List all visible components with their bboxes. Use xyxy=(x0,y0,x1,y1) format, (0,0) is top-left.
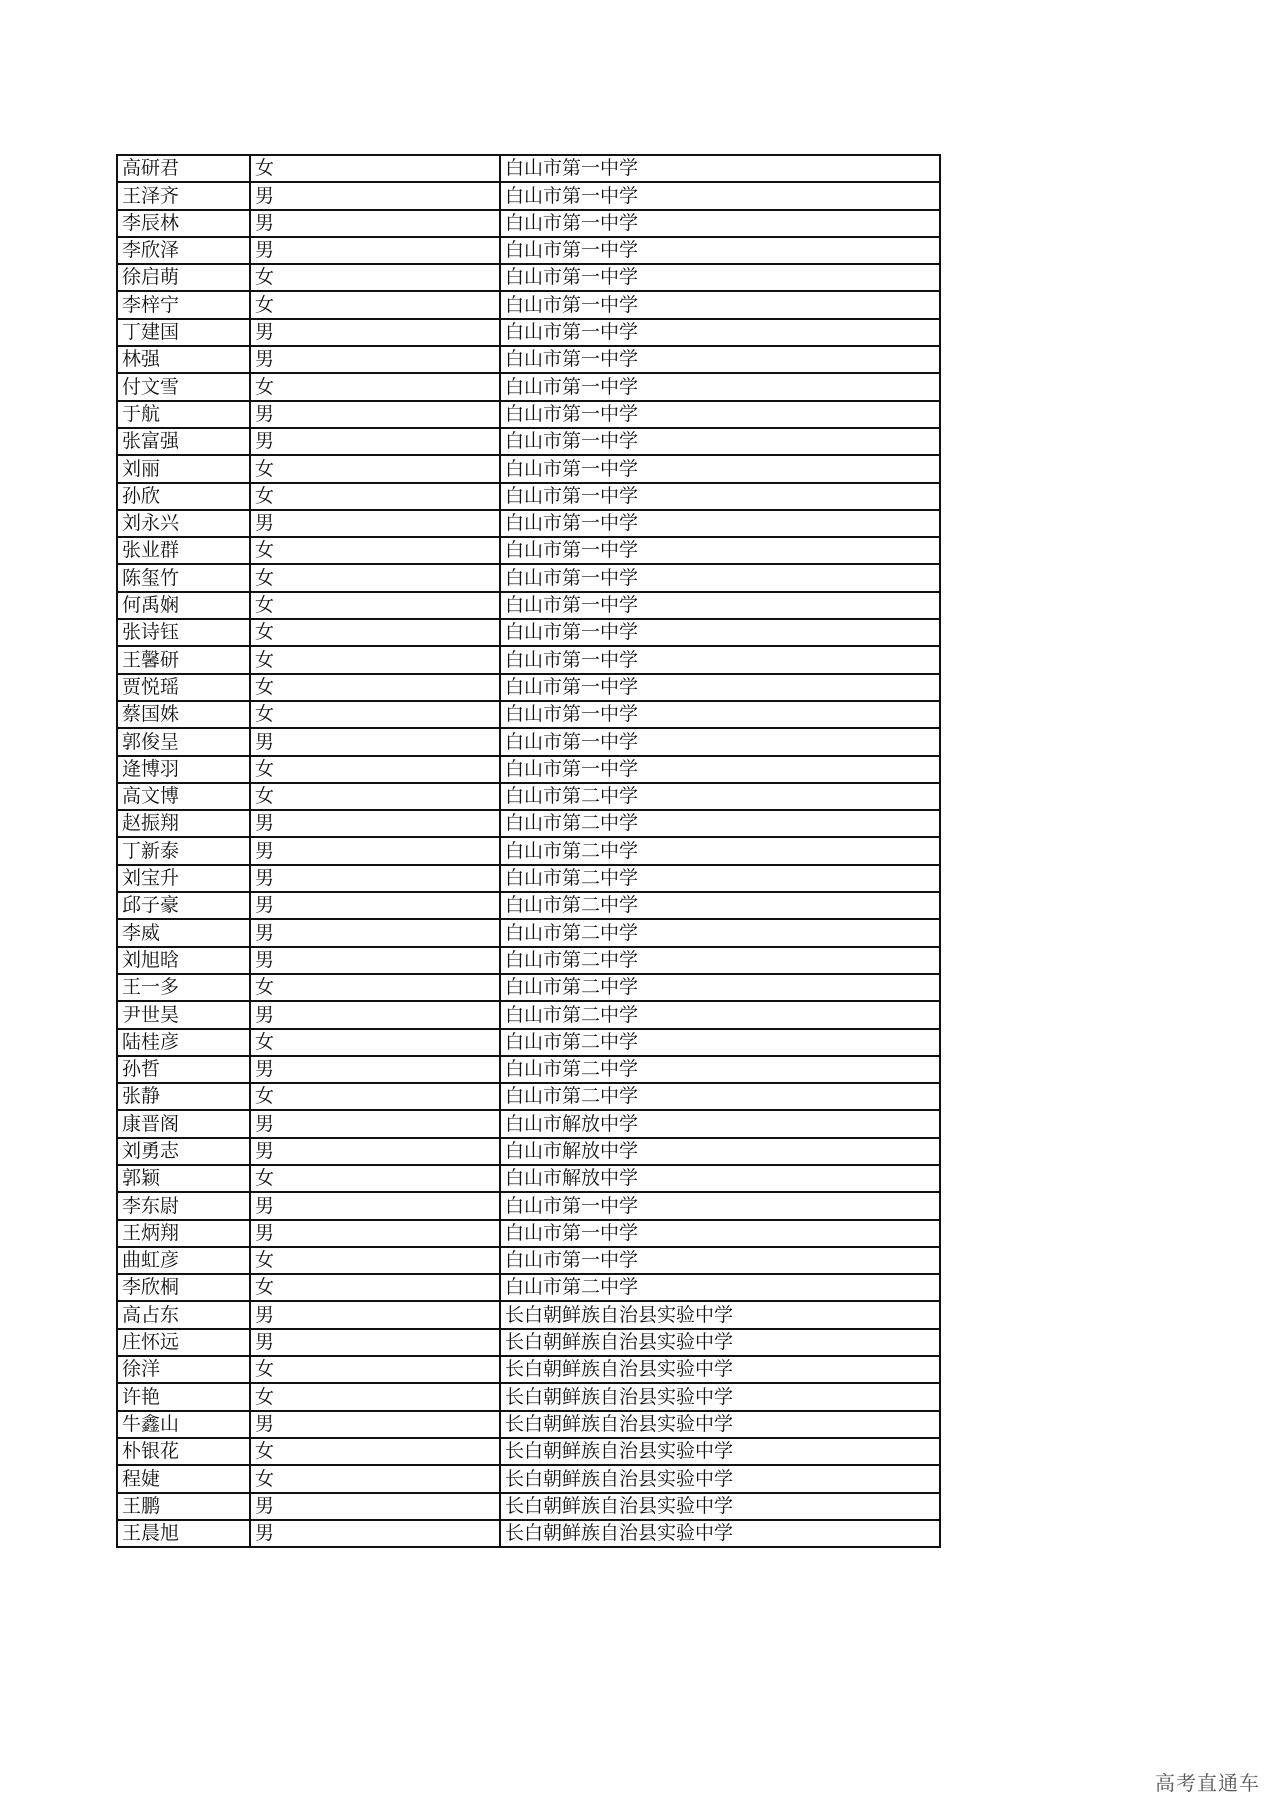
gender-cell: 男 xyxy=(250,1411,500,1438)
gender-cell: 女 xyxy=(250,455,500,482)
gender-cell: 女 xyxy=(250,155,500,182)
school-cell: 白山市第二中学 xyxy=(500,1029,940,1056)
student-name-cell: 陈玺竹 xyxy=(117,564,250,591)
student-name-cell: 刘勇志 xyxy=(117,1138,250,1165)
table-row xyxy=(117,182,940,209)
table-row xyxy=(117,674,940,701)
gender-cell: 女 xyxy=(250,1438,500,1465)
student-name-cell: 李辰林 xyxy=(117,210,250,237)
student-name-cell: 邱子豪 xyxy=(117,892,250,919)
table-row xyxy=(117,1029,940,1056)
table-row xyxy=(117,592,940,619)
table-row xyxy=(117,1138,940,1165)
gender-cell: 男 xyxy=(250,947,500,974)
student-name-cell: 高研君 xyxy=(117,155,250,182)
gender-cell: 女 xyxy=(250,783,500,810)
student-name-cell: 孙哲 xyxy=(117,1056,250,1083)
table-row xyxy=(117,1465,940,1492)
gender-cell: 女 xyxy=(250,1356,500,1383)
table-row xyxy=(117,947,940,974)
student-name-cell: 曲虹彦 xyxy=(117,1247,250,1274)
table-row xyxy=(117,701,940,728)
school-cell: 白山市第一中学 xyxy=(500,155,940,182)
gender-cell: 男 xyxy=(250,319,500,346)
school-cell: 长白朝鲜族自治县实验中学 xyxy=(500,1520,940,1547)
gender-cell: 男 xyxy=(250,1056,500,1083)
student-name-cell: 王馨研 xyxy=(117,646,250,673)
table-row xyxy=(117,865,940,892)
table-row xyxy=(117,1493,940,1520)
gender-cell: 男 xyxy=(250,810,500,837)
student-name-cell: 李梓宁 xyxy=(117,291,250,318)
school-cell: 白山市第二中学 xyxy=(500,919,940,946)
gender-cell: 男 xyxy=(250,728,500,755)
table-row xyxy=(117,401,940,428)
gender-cell: 男 xyxy=(250,428,500,455)
student-name-cell: 郭颖 xyxy=(117,1165,250,1192)
student-name-cell: 赵振翔 xyxy=(117,810,250,837)
table-row xyxy=(117,291,940,318)
table-row xyxy=(117,346,940,373)
student-name-cell: 付文雪 xyxy=(117,373,250,400)
school-cell: 长白朝鲜族自治县实验中学 xyxy=(500,1329,940,1356)
gender-cell: 男 xyxy=(250,1301,500,1328)
gender-cell: 男 xyxy=(250,401,500,428)
student-name-cell: 于航 xyxy=(117,401,250,428)
gender-cell: 女 xyxy=(250,646,500,673)
school-cell: 白山市第一中学 xyxy=(500,264,940,291)
school-cell: 白山市第一中学 xyxy=(500,483,940,510)
gender-cell: 男 xyxy=(250,1493,500,1520)
school-cell: 白山市第二中学 xyxy=(500,1083,940,1110)
gender-cell: 男 xyxy=(250,865,500,892)
gender-cell: 女 xyxy=(250,373,500,400)
school-cell: 白山市第一中学 xyxy=(500,701,940,728)
school-cell: 白山市解放中学 xyxy=(500,1165,940,1192)
table-row xyxy=(117,155,940,182)
student-name-cell: 王鹏 xyxy=(117,1493,250,1520)
school-cell: 白山市第一中学 xyxy=(500,1220,940,1247)
table-row xyxy=(117,237,940,264)
table-row xyxy=(117,1520,940,1547)
school-cell: 白山市第二中学 xyxy=(500,865,940,892)
school-cell: 白山市第一中学 xyxy=(500,346,940,373)
student-name-cell: 庄怀远 xyxy=(117,1329,250,1356)
student-name-cell: 李欣桐 xyxy=(117,1274,250,1301)
school-cell: 白山市第一中学 xyxy=(500,291,940,318)
student-name-cell: 徐洋 xyxy=(117,1356,250,1383)
student-name-cell: 高占东 xyxy=(117,1301,250,1328)
table-row xyxy=(117,1083,940,1110)
table-row xyxy=(117,1411,940,1438)
table-row xyxy=(117,783,940,810)
school-cell: 白山市第一中学 xyxy=(500,510,940,537)
student-name-cell: 张诗钰 xyxy=(117,619,250,646)
table-row xyxy=(117,1001,940,1028)
table-row xyxy=(117,646,940,673)
school-cell: 白山市第一中学 xyxy=(500,674,940,701)
gender-cell: 男 xyxy=(250,892,500,919)
school-cell: 白山市第二中学 xyxy=(500,947,940,974)
student-name-cell: 逄博羽 xyxy=(117,756,250,783)
table-row xyxy=(117,619,940,646)
student-name-cell: 刘丽 xyxy=(117,455,250,482)
gender-cell: 男 xyxy=(250,237,500,264)
table-row xyxy=(117,1329,940,1356)
school-cell: 长白朝鲜族自治县实验中学 xyxy=(500,1356,940,1383)
student-name-cell: 徐启萌 xyxy=(117,264,250,291)
student-name-cell: 朴银花 xyxy=(117,1438,250,1465)
gender-cell: 男 xyxy=(250,510,500,537)
student-name-cell: 李欣泽 xyxy=(117,237,250,264)
table-row xyxy=(117,892,940,919)
student-name-cell: 牛鑫山 xyxy=(117,1411,250,1438)
school-cell: 白山市第二中学 xyxy=(500,837,940,864)
school-cell: 白山市第一中学 xyxy=(500,1247,940,1274)
table-row xyxy=(117,1165,940,1192)
gender-cell: 男 xyxy=(250,1329,500,1356)
student-name-cell: 王炳翔 xyxy=(117,1220,250,1247)
student-name-cell: 王晨旭 xyxy=(117,1520,250,1547)
table-row xyxy=(117,974,940,1001)
student-name-cell: 蔡国姝 xyxy=(117,701,250,728)
student-name-cell: 张静 xyxy=(117,1083,250,1110)
table-row xyxy=(117,1220,940,1247)
table-row xyxy=(117,1274,940,1301)
student-name-cell: 王一多 xyxy=(117,974,250,1001)
table-row xyxy=(117,1192,940,1219)
school-cell: 长白朝鲜族自治县实验中学 xyxy=(500,1465,940,1492)
student-name-cell: 李东尉 xyxy=(117,1192,250,1219)
student-roster-table xyxy=(116,154,941,1548)
student-name-cell: 许艳 xyxy=(117,1383,250,1410)
school-cell: 白山市第一中学 xyxy=(500,756,940,783)
school-cell: 白山市第一中学 xyxy=(500,619,940,646)
school-cell: 白山市第一中学 xyxy=(500,182,940,209)
school-cell: 白山市第一中学 xyxy=(500,564,940,591)
school-cell: 长白朝鲜族自治县实验中学 xyxy=(500,1383,940,1410)
table-row xyxy=(117,1383,940,1410)
student-name-cell: 程婕 xyxy=(117,1465,250,1492)
gender-cell: 女 xyxy=(250,1165,500,1192)
gender-cell: 女 xyxy=(250,756,500,783)
table-row xyxy=(117,810,940,837)
student-name-cell: 李威 xyxy=(117,919,250,946)
table-row xyxy=(117,210,940,237)
school-cell: 白山市第二中学 xyxy=(500,1001,940,1028)
student-name-cell: 康晋阁 xyxy=(117,1110,250,1137)
gender-cell: 女 xyxy=(250,592,500,619)
school-cell: 长白朝鲜族自治县实验中学 xyxy=(500,1493,940,1520)
table-row xyxy=(117,483,940,510)
table-row xyxy=(117,1438,940,1465)
table-row xyxy=(117,1110,940,1137)
table-row xyxy=(117,564,940,591)
table-row xyxy=(117,510,940,537)
table-row xyxy=(117,537,940,564)
school-cell: 白山市第二中学 xyxy=(500,810,940,837)
watermark-text: 高考直通车 xyxy=(1155,1771,1260,1795)
school-cell: 白山市第一中学 xyxy=(500,210,940,237)
student-name-cell: 尹世昊 xyxy=(117,1001,250,1028)
school-cell: 白山市第一中学 xyxy=(500,237,940,264)
gender-cell: 女 xyxy=(250,483,500,510)
gender-cell: 男 xyxy=(250,919,500,946)
gender-cell: 男 xyxy=(250,837,500,864)
school-cell: 白山市解放中学 xyxy=(500,1110,940,1137)
student-name-cell: 张富强 xyxy=(117,428,250,455)
student-name-cell: 林强 xyxy=(117,346,250,373)
school-cell: 白山市第一中学 xyxy=(500,728,940,755)
school-cell: 白山市第一中学 xyxy=(500,455,940,482)
student-name-cell: 刘宝升 xyxy=(117,865,250,892)
school-cell: 白山市第一中学 xyxy=(500,646,940,673)
gender-cell: 男 xyxy=(250,1220,500,1247)
table-row xyxy=(117,837,940,864)
school-cell: 长白朝鲜族自治县实验中学 xyxy=(500,1411,940,1438)
school-cell: 白山市第一中学 xyxy=(500,401,940,428)
gender-cell: 女 xyxy=(250,1083,500,1110)
student-name-cell: 贾悦瑶 xyxy=(117,674,250,701)
table-row xyxy=(117,428,940,455)
school-cell: 长白朝鲜族自治县实验中学 xyxy=(500,1301,940,1328)
gender-cell: 女 xyxy=(250,537,500,564)
school-cell: 白山市第二中学 xyxy=(500,783,940,810)
roster-body xyxy=(117,155,940,1547)
gender-cell: 女 xyxy=(250,619,500,646)
gender-cell: 男 xyxy=(250,1138,500,1165)
student-name-cell: 孙欣 xyxy=(117,483,250,510)
gender-cell: 男 xyxy=(250,210,500,237)
school-cell: 白山市第一中学 xyxy=(500,537,940,564)
gender-cell: 女 xyxy=(250,1247,500,1274)
school-cell: 白山市第一中学 xyxy=(500,428,940,455)
student-name-cell: 郭俊呈 xyxy=(117,728,250,755)
gender-cell: 女 xyxy=(250,564,500,591)
table-row xyxy=(117,919,940,946)
gender-cell: 女 xyxy=(250,974,500,1001)
table-row xyxy=(117,455,940,482)
gender-cell: 女 xyxy=(250,1383,500,1410)
student-name-cell: 刘旭晗 xyxy=(117,947,250,974)
gender-cell: 男 xyxy=(250,1192,500,1219)
gender-cell: 女 xyxy=(250,674,500,701)
table-row xyxy=(117,1301,940,1328)
school-cell: 白山市第二中学 xyxy=(500,1274,940,1301)
school-cell: 白山市第二中学 xyxy=(500,1056,940,1083)
school-cell: 白山市第二中学 xyxy=(500,974,940,1001)
school-cell: 白山市第一中学 xyxy=(500,319,940,346)
table-row xyxy=(117,756,940,783)
gender-cell: 男 xyxy=(250,346,500,373)
student-name-cell: 陆桂彦 xyxy=(117,1029,250,1056)
gender-cell: 男 xyxy=(250,1001,500,1028)
gender-cell: 男 xyxy=(250,182,500,209)
table-row xyxy=(117,728,940,755)
gender-cell: 女 xyxy=(250,291,500,318)
table-row xyxy=(117,1056,940,1083)
school-cell: 白山市第一中学 xyxy=(500,1192,940,1219)
gender-cell: 男 xyxy=(250,1110,500,1137)
table-row xyxy=(117,264,940,291)
student-name-cell: 王泽齐 xyxy=(117,182,250,209)
school-cell: 白山市第一中学 xyxy=(500,373,940,400)
gender-cell: 女 xyxy=(250,1029,500,1056)
student-name-cell: 何禹娴 xyxy=(117,592,250,619)
table-row xyxy=(117,319,940,346)
school-cell: 长白朝鲜族自治县实验中学 xyxy=(500,1438,940,1465)
student-name-cell: 刘永兴 xyxy=(117,510,250,537)
school-cell: 白山市第一中学 xyxy=(500,592,940,619)
table-row xyxy=(117,373,940,400)
table-row xyxy=(117,1247,940,1274)
student-name-cell: 高文博 xyxy=(117,783,250,810)
student-name-cell: 张业群 xyxy=(117,537,250,564)
gender-cell: 女 xyxy=(250,701,500,728)
student-name-cell: 丁建国 xyxy=(117,319,250,346)
student-name-cell: 丁新泰 xyxy=(117,837,250,864)
table-row xyxy=(117,1356,940,1383)
gender-cell: 女 xyxy=(250,1274,500,1301)
school-cell: 白山市解放中学 xyxy=(500,1138,940,1165)
gender-cell: 女 xyxy=(250,1465,500,1492)
gender-cell: 男 xyxy=(250,1520,500,1547)
gender-cell: 女 xyxy=(250,264,500,291)
school-cell: 白山市第二中学 xyxy=(500,892,940,919)
